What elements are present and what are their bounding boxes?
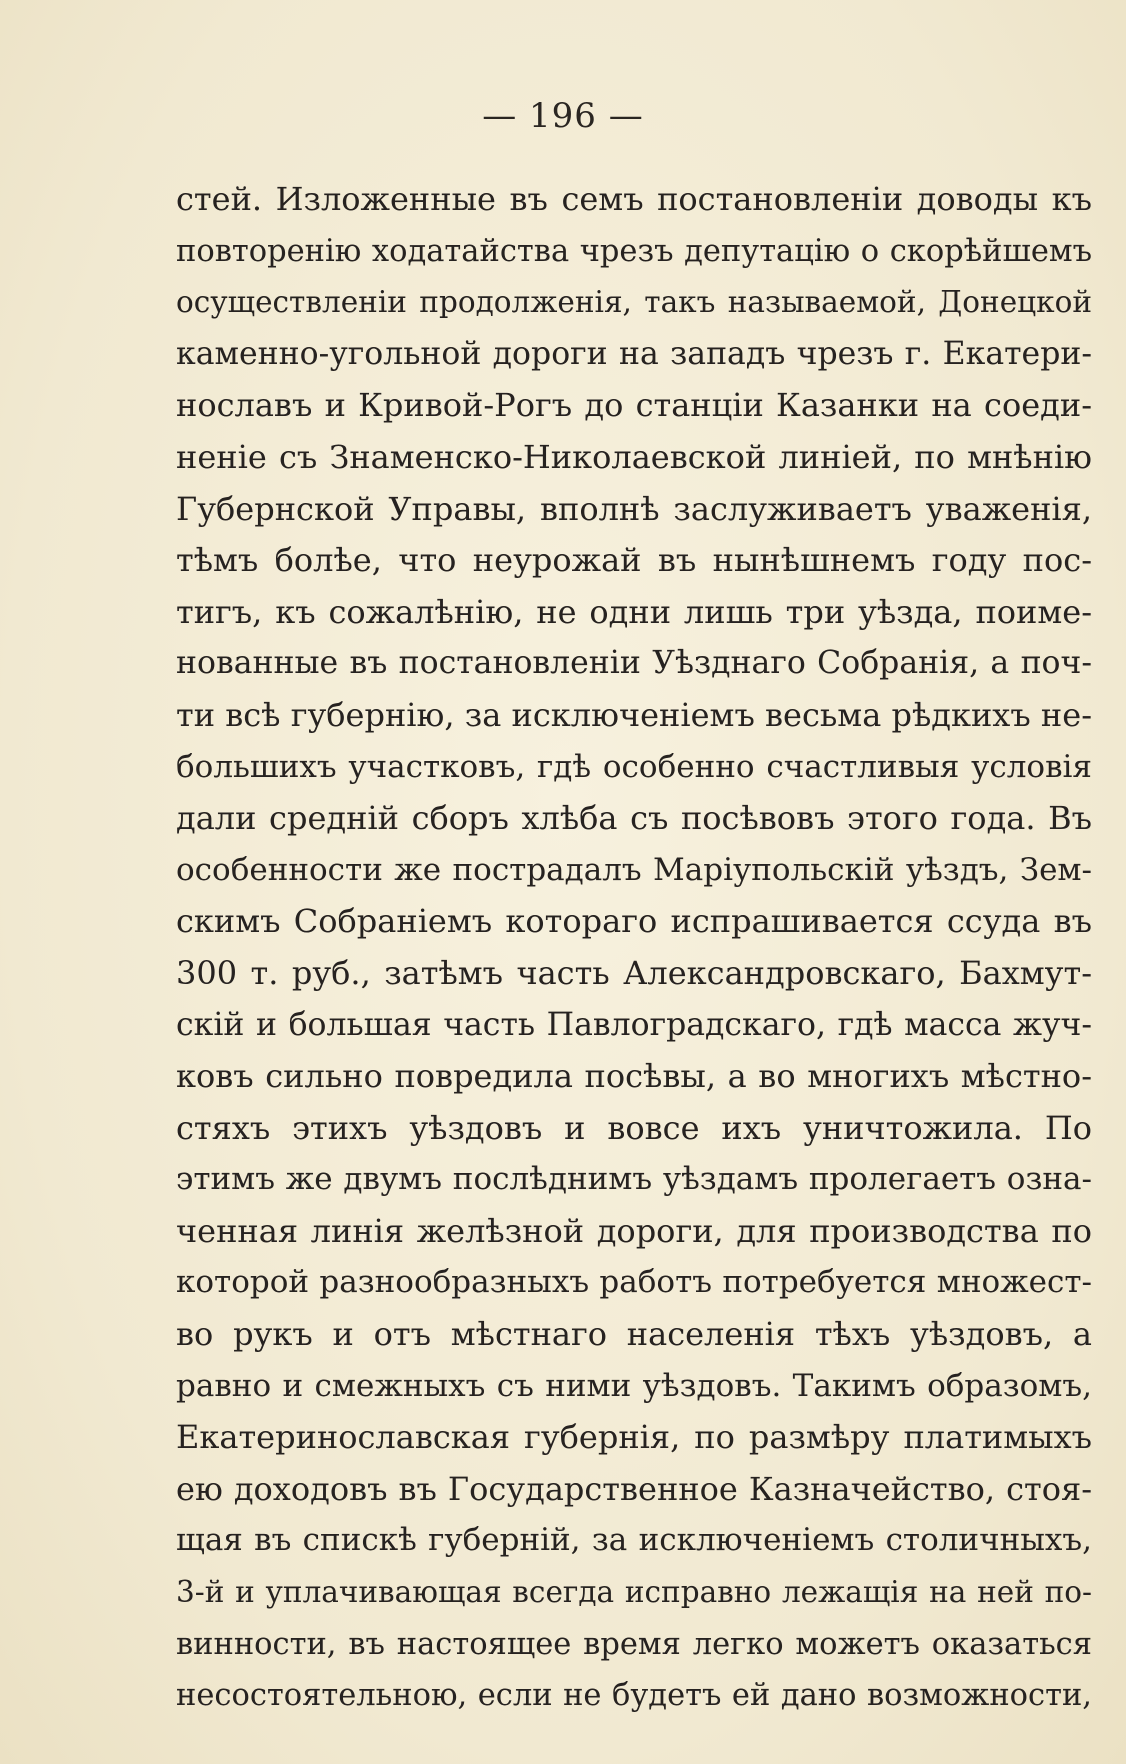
text-line: тигъ, къ сожалѣнію, не одни лишь три уѣзда, поиме- — [176, 592, 1092, 631]
text-line: нованные въ постановленіи Уѣзднаго Собранія, а поч- — [176, 645, 1092, 682]
text-line: особенности же пострадалъ Маріупольскій уѣздъ, Зем- — [176, 851, 1092, 888]
page-number: — 196 — — [482, 96, 644, 136]
text-line: повторенію ходатайства чрезъ депутацію о скорѣйшемъ — [176, 233, 1092, 269]
text-line: каменно-угольной дороги на западъ чрезъ г. Екатери- — [176, 335, 1092, 372]
text-line: ти всѣ губернію, за исключеніемъ весьма рѣдкихъ не- — [176, 695, 1092, 734]
text-line: ченная линія желѣзной дороги, для производства по — [176, 1211, 1092, 1250]
text-line: скимъ Собраніемъ котораго испрашивается ссуда въ — [176, 902, 1092, 941]
text-line: тѣмъ болѣе, что неурожай въ нынѣшнемъ году пос- — [176, 541, 1092, 580]
text-line: Губернской Управы, вполнѣ заслуживаетъ уваженія, — [176, 489, 1092, 528]
text-line: Екатеринославская губернія, по размѣру платимыхъ — [176, 1418, 1092, 1457]
text-line: винности, въ настоящее время легко можетъ оказаться — [176, 1626, 1092, 1662]
text-line: стяхъ этихъ уѣздовъ и вовсе ихъ уничтожила. По — [176, 1108, 1092, 1147]
text-line: скій и большая часть Павлоградскаго, гдѣ масса жуч- — [176, 1006, 1092, 1043]
text-line: ковъ сильно повредила посѣвы, а во многихъ мѣстно- — [176, 1057, 1092, 1096]
text-line: нославъ и Кривой-Рогъ до станціи Казанки на соеди- — [176, 386, 1092, 425]
text-line: несостоятельною, если не будетъ ей дано возможности, — [176, 1678, 1092, 1714]
text-line: стей. Изложенные въ семъ постановленіи доводы къ — [176, 180, 1092, 218]
text-line: осуществленіи продолженія, такъ называемой, Донецкой — [176, 285, 1092, 320]
text-line: 300 т. руб., затѣмъ часть Александровскаго, Бахмут- — [176, 953, 1092, 992]
text-line: которой разнообразныхъ работъ потребуется множест- — [176, 1264, 1092, 1301]
text-line: большихъ участковъ, гдѣ особенно счастливыя условія — [176, 748, 1092, 785]
text-line: щая въ спискѣ губерній, за исключеніемъ столичныхъ, — [176, 1522, 1092, 1559]
body-text — [176, 174, 1092, 1722]
text-line: во рукъ и отъ мѣстнаго населенія тѣхъ уѣздовъ, а — [176, 1315, 1092, 1354]
text-line: дали средній сборъ хлѣба съ посѣвовъ этого года. Въ — [176, 799, 1092, 838]
text-line: равно и смежныхъ съ ними уѣздовъ. Такимъ образомъ, — [176, 1367, 1092, 1404]
text-line: этимъ же двумъ послѣднимъ уѣздамъ пролегаетъ озна- — [176, 1161, 1092, 1198]
text-line: неніе съ Знаменско-Николаевской линіей, по мнѣнію — [176, 437, 1092, 476]
text-line: 3-й и уплачивающая всегда исправно лежащія на ней по- — [176, 1575, 1092, 1610]
text-line: ею доходовъ въ Государственное Казначейство, стоя- — [176, 1469, 1092, 1508]
